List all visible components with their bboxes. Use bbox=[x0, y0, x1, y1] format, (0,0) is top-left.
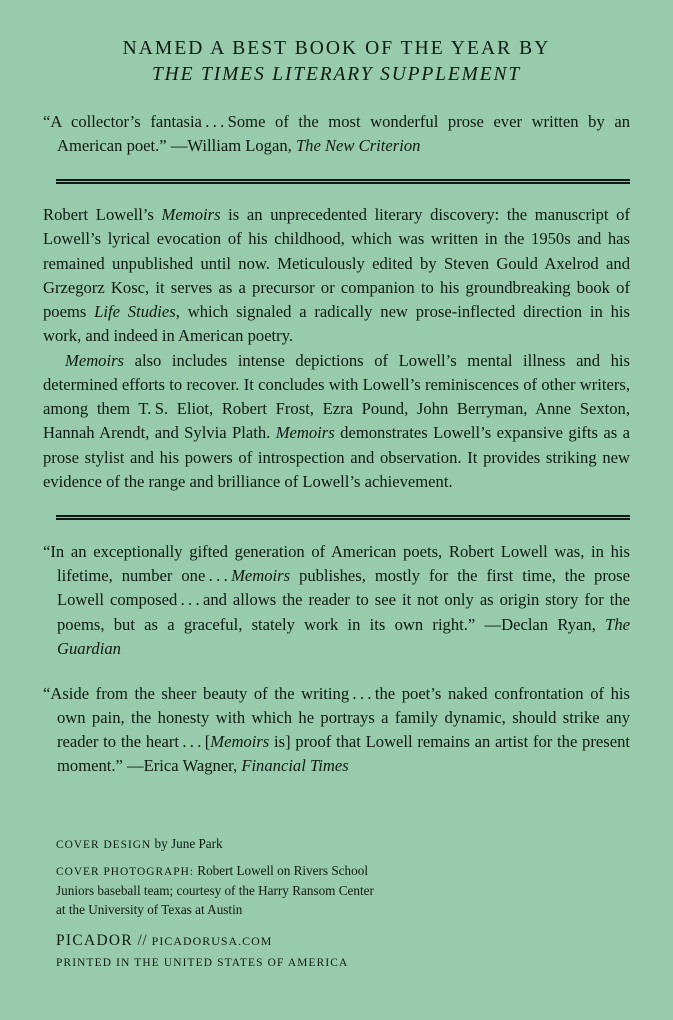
ft-part1: “Aside from the sheer beauty of the writing . . . the poet’s naked confrontation of his own pain, the honesty with which he portrays a family dynamic, should strike any reader to the heart . . . [ bbox=[43, 683, 630, 752]
divider-rule-top bbox=[56, 179, 630, 184]
guardian-title-memoirs: Memoirs bbox=[231, 566, 291, 586]
guardian-part2: publishes, mostly for the first time, the prose Lowell composed . . . and allows the reader to see it not only as origin story for the poems, but as a graceful, stately work in its own right.” —Declan Ryan, bbox=[57, 566, 630, 634]
desc-p1-title-life-studies: Life Studies bbox=[94, 302, 176, 322]
desc-p2-part2: demonstrates Lowell’s expansive gifts as a prose stylist and his powers of introspection and observation. It provides striking new evidence of the range and brilliance of Lowell’s achievement. bbox=[43, 423, 630, 491]
imprint-separator: // bbox=[133, 931, 152, 949]
imprint-name: PICADOR bbox=[56, 931, 134, 949]
cover-photo-label: COVER PHOTOGRAPH: bbox=[56, 866, 194, 879]
desc-p1-part3: , which signaled a radically new prose-inflected direction in his work, and indeed in American poetry. bbox=[43, 302, 630, 346]
ft-source: Financial Times bbox=[241, 756, 349, 776]
award-heading bbox=[43, 0, 630, 88]
blurb-quote-guardian bbox=[43, 540, 630, 661]
award-heading-line1: NAMED A BEST BOOK OF THE YEAR BY bbox=[122, 38, 551, 59]
printed-in-line: PRINTED IN THE UNITED STATES OF AMERICA bbox=[56, 957, 349, 970]
blurb-quote-new-criterion bbox=[43, 110, 630, 158]
desc-p2-part1: also includes intense depictions of Lowell’s mental illness and his determined efforts to recover. It concludes with Lowell’s reminiscences of other writers, among them T. S. Eliot, Robert Frost, Ezra Pound, John Berryman, Anne Sexton, Hannah Arendt, and Sylvia Plath. bbox=[43, 350, 630, 443]
ft-title-memoirs: Memoirs bbox=[210, 732, 270, 752]
description-paragraph-1 bbox=[43, 203, 630, 349]
guardian-source: The Guardian bbox=[57, 614, 630, 658]
blurb-quote-financial-times bbox=[43, 682, 630, 779]
desc-p1-title-memoirs: Memoirs bbox=[161, 205, 221, 225]
desc-p1-part1: Robert Lowell’s bbox=[43, 205, 162, 225]
credit-cover-photograph-line3: at the University of Texas at Austin bbox=[56, 902, 243, 918]
imprint-website[interactable]: PICADORUSA.COM bbox=[151, 933, 273, 948]
credits-block bbox=[56, 834, 374, 972]
cover-design-label: COVER DESIGN bbox=[56, 839, 152, 852]
desc-p2-title-memoirs-2: Memoirs bbox=[275, 423, 335, 443]
guardian-part1: “In an exceptionally gifted generation of American poets, Robert Lowell was, in his lifetime, number one . . . bbox=[43, 542, 630, 586]
blurb-text: “A collector’s fantasia . . . Some of the most wonderful prose ever written by an American poet.” —William Logan, bbox=[43, 111, 630, 155]
credit-cover-photograph bbox=[56, 861, 374, 881]
imprint-line bbox=[56, 929, 374, 953]
blurb-source: The New Criterion bbox=[295, 135, 421, 155]
description-paragraph-2 bbox=[43, 349, 630, 495]
award-heading-line2: THE TIMES LITERARY SUPPLEMENT bbox=[151, 63, 522, 85]
cover-design-value: by June Park bbox=[151, 836, 223, 852]
desc-p1-part2: is an unprecedented literary discovery: the manuscript of Lowell’s lyrical evocation of his childhood, which was written in the 1950s and has remained unpublished until now. Meticulously edited by Steven Gould Axelrod and Grzegorz Kosc, it serves as a precursor or companion to his groundbreaking book of poems bbox=[43, 205, 630, 322]
divider-rule-bottom bbox=[56, 515, 630, 520]
desc-p2-title-memoirs-1: Memoirs bbox=[65, 350, 124, 370]
credit-cover-design bbox=[56, 834, 374, 854]
ft-part2: is] proof that Lowell remains an artist for the present moment.” —Erica Wagner, bbox=[57, 732, 630, 776]
credit-spacer bbox=[56, 854, 374, 861]
credit-cover-photograph-line2: Juniors baseball team; courtesy of the Harry Ransom Center bbox=[56, 882, 374, 898]
cover-photo-value: Robert Lowell on Rivers School bbox=[194, 863, 368, 879]
